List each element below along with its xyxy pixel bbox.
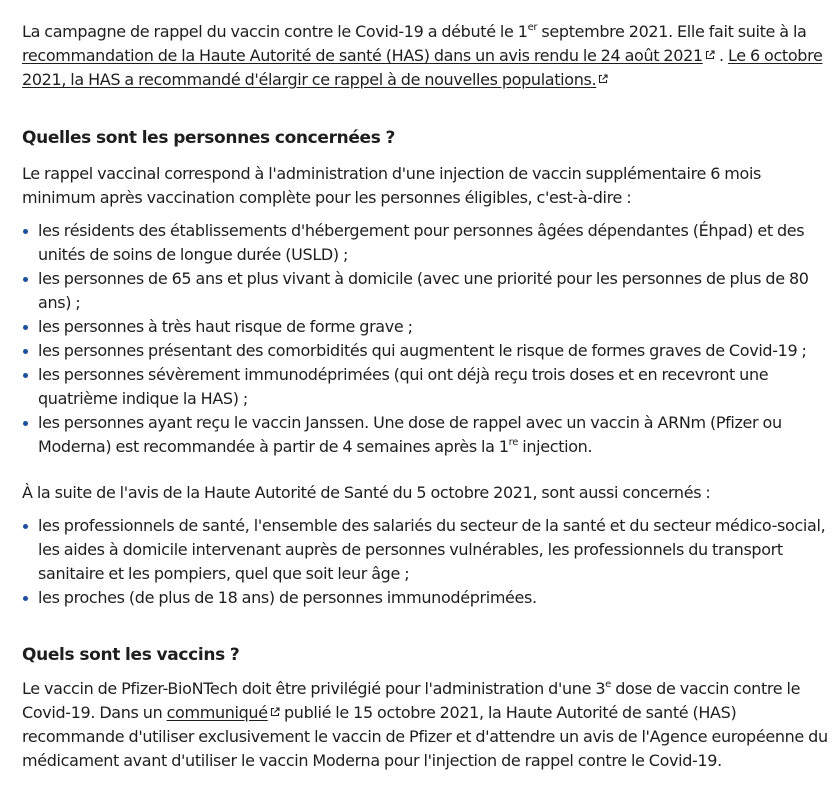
paragraph-text: dose de vaccin contre le Covid-19. Dans un (22, 679, 801, 722)
intro-text: septembre 2021. Elle fait suite à la (537, 22, 807, 41)
intro-paragraph (22, 20, 832, 92)
intro-text: La campagne de rappel du vaccin contre le Covid-19 a débuté le 1 (22, 22, 528, 41)
paragraph-text: publié le 15 octobre 2021, la Haute Autorité de santé (HAS) recommande d'utiliser exclusivement le vaccin de Pfizer et d'attendre un avis de l'Agence européenne du médicament avant d'utiliser le vaccin Moderna pour l'injection de rappel contre le Covid-19. (22, 703, 828, 770)
external-link-icon (270, 707, 280, 717)
section1-followup: À la suite de l'avis de la Haute Autorité de Santé du 5 octobre 2021, sont aussi concernés : (22, 483, 711, 502)
list-item: les personnes sévèrement immunodéprimées (qui ont déjà reçu trois doses et en recevront une quatrième indique la HAS) ; (22, 363, 832, 411)
also-concerned-list (22, 514, 832, 610)
list-item-text: injection. (518, 437, 593, 456)
list-item-text: les personnes ayant reçu le vaccin Janssen. Une dose de rappel avec un vaccin à ARNm (Pfizer ou Moderna) est recommandée à partir de 4 semaines après la 1 (38, 413, 782, 456)
link-label: Le 6 octobre 2021, la HAS a recommandé d'élargir ce rappel à de nouvelles populations. (22, 46, 823, 89)
list-item: les professionnels de santé, l'ensemble des salariés du secteur de la santé et du secteur médico-social, les aides à domicile intervenant auprès de personnes vulnérables, les professionnels du transport sanitaire et les pompiers, quel que soit leur âge ; (22, 514, 832, 586)
list-item: les proches (de plus de 18 ans) de personnes immunodéprimées. (22, 586, 832, 610)
list-item (22, 411, 832, 459)
superscript: er (527, 22, 538, 33)
link-label: communiqué (166, 703, 268, 722)
has-recommendation-link[interactable] (22, 46, 703, 65)
section-heading-vaccines: Quels sont les vaccins ? (22, 645, 240, 665)
superscript: e (605, 679, 611, 690)
intro-text: . (714, 46, 728, 65)
list-item: les personnes présentant des comorbidités qui augmentent le risque de formes graves de Covid-19 ; (22, 339, 832, 363)
list-item: les personnes de 65 ans et plus vivant à domicile (avec une priorité pour les personnes de plus de 80 ans) ; (22, 267, 832, 315)
list-item: les personnes à très haut risque de forme grave ; (22, 315, 832, 339)
communique-link[interactable] (167, 703, 268, 722)
external-link-icon (598, 74, 608, 84)
paragraph-text: Le vaccin de Pfizer-BioNTech doit être privilégié pour l'administration d'une 3 (22, 679, 606, 698)
eligible-list (22, 219, 832, 459)
section1-intro: Le rappel vaccinal correspond à l'administration d'une injection de vaccin supplémentaire 6 mois minimum après vaccination complète pour les personnes éligibles, c'est-à-dire : (22, 164, 762, 207)
list-item: les résidents des établissements d'hébergement pour personnes âgées dépendantes (Éhpad) et des unités de soins de longue durée (USLD) ; (22, 219, 832, 267)
superscript: re (508, 437, 519, 448)
section-heading-concerned: Quelles sont les personnes concernées ? (22, 128, 396, 148)
link-label: recommandation de la Haute Autorité de santé (HAS) dans un avis rendu le 24 août 2021 (22, 46, 703, 65)
external-link-icon (705, 50, 715, 60)
section2-paragraph (22, 677, 832, 773)
